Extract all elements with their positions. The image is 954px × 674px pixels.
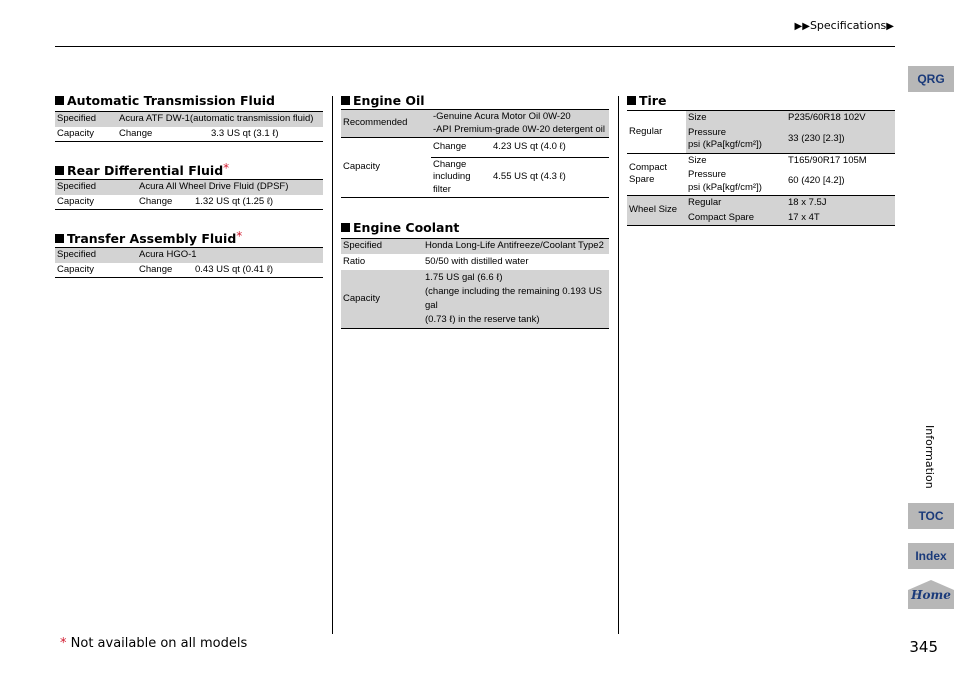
transfer-title xyxy=(55,229,242,246)
atf-title-text: Automatic Transmission Fluid xyxy=(67,93,275,108)
table-cell: 4.55 US qt (4.3 ℓ) xyxy=(491,157,609,198)
table-row xyxy=(627,111,895,126)
footnote-text: Not available on all models xyxy=(70,636,248,651)
table-cell xyxy=(431,110,609,138)
table-cell: Size xyxy=(686,111,786,126)
table-row xyxy=(55,195,323,210)
pressure-label-line: psi (kPa[kgf/cm²]) xyxy=(688,181,762,193)
table-cell: P235/60R18 102V xyxy=(786,111,895,126)
engine-oil-title-text: Engine Oil xyxy=(353,93,425,108)
table-cell: Capacity xyxy=(57,195,94,207)
coolant-title-text: Engine Coolant xyxy=(353,220,460,235)
tire-title-text: Tire xyxy=(639,93,667,108)
table-cell: T165/90R17 105M xyxy=(786,153,895,168)
table-cell: 60 (420 [4.2]) xyxy=(788,175,845,187)
toc-button[interactable] xyxy=(908,503,954,529)
square-bullet-icon xyxy=(55,166,64,175)
table-cell: Acura HGO-1 xyxy=(137,248,323,263)
table-row xyxy=(341,270,609,329)
compact-label-line: Spare xyxy=(629,174,655,186)
footnote-star: * xyxy=(236,229,243,243)
transfer-title-text: Transfer Assembly Fluid xyxy=(67,231,237,246)
breadcrumb[interactable] xyxy=(795,19,894,32)
table-cell: Capacity xyxy=(57,263,94,275)
table-row xyxy=(341,138,609,158)
pressure-label-line: Pressure xyxy=(688,126,727,138)
table-cell: 18 x 7.5J xyxy=(786,196,895,211)
table-cell xyxy=(686,126,786,154)
table-row xyxy=(341,254,609,271)
home-label: Home xyxy=(911,588,951,602)
square-bullet-icon xyxy=(627,96,636,105)
information-text: Information xyxy=(923,425,936,489)
information-tab-label xyxy=(922,425,936,495)
table-cell: 17 x 4T xyxy=(786,211,895,226)
square-bullet-icon xyxy=(55,234,64,243)
engine-oil-title xyxy=(341,93,425,108)
table-cell: Change xyxy=(139,263,173,275)
table-row xyxy=(55,248,323,263)
rear-diff-table xyxy=(55,179,323,210)
table-row xyxy=(55,112,323,127)
table-cell xyxy=(431,157,491,198)
pressure-label-line: Pressure xyxy=(688,169,727,180)
arrow-icon: ▶ xyxy=(886,21,894,32)
tire-table xyxy=(627,110,895,226)
square-bullet-icon xyxy=(341,96,350,105)
table-cell: Wheel Size xyxy=(627,196,686,226)
table-cell: Capacity xyxy=(57,127,94,139)
column-divider xyxy=(332,96,333,634)
qrg-button[interactable] xyxy=(908,66,954,92)
table-cell: Specified xyxy=(341,239,423,254)
filter-label-line: Change xyxy=(433,158,467,170)
atf-title xyxy=(55,93,275,108)
table-cell: 50/50 with distilled water xyxy=(425,255,529,267)
table-cell: Regular xyxy=(627,111,686,154)
recommended-line: -Genuine Acura Motor Oil 0W-20 xyxy=(433,111,571,122)
table-cell xyxy=(627,153,686,196)
table-cell xyxy=(686,168,786,196)
table-cell: Compact Spare xyxy=(686,211,786,226)
qrg-label: QRG xyxy=(917,72,945,86)
table-cell: Specified xyxy=(55,248,137,263)
table-cell: Specified xyxy=(55,112,117,127)
table-cell: 0.43 US qt (0.41 ℓ) xyxy=(195,263,274,275)
coolant-table xyxy=(341,238,609,329)
filter-label-line: including xyxy=(433,171,471,182)
table-row xyxy=(627,153,895,168)
footnote xyxy=(60,636,247,651)
table-row xyxy=(55,127,323,142)
footnote-star: * xyxy=(60,636,67,651)
rear-diff-title-text: Rear Differential Fluid xyxy=(67,163,224,178)
table-cell: 1.32 US qt (1.25 ℓ) xyxy=(195,195,274,207)
table-row xyxy=(341,110,609,138)
double-arrow-icon: ▶▶ xyxy=(794,21,810,32)
atf-table xyxy=(55,111,323,142)
table-cell: Honda Long-Life Antifreeze/Coolant Type2 xyxy=(423,239,609,254)
filter-label-line: filter xyxy=(433,183,451,195)
table-cell: 33 (230 [2.3]) xyxy=(786,126,895,154)
table-cell: Capacity xyxy=(341,138,431,198)
square-bullet-icon xyxy=(341,223,350,232)
table-cell: Change xyxy=(139,195,173,207)
table-cell: Acura ATF DW-1(automatic transmission fluid) xyxy=(117,112,323,127)
table-cell: Ratio xyxy=(343,255,366,267)
table-cell xyxy=(423,270,609,329)
table-cell: Size xyxy=(686,153,786,168)
footnote-star: * xyxy=(223,161,230,175)
table-cell: 4.23 US qt (4.0 ℓ) xyxy=(491,138,609,158)
tire-title xyxy=(627,93,666,108)
column-divider xyxy=(618,96,619,634)
table-row xyxy=(341,239,609,254)
table-cell: Regular xyxy=(686,196,786,211)
capacity-line: 1.75 US gal (6.6 ℓ) xyxy=(425,272,503,283)
capacity-line: (change including the remaining 0.193 US gal xyxy=(425,286,602,311)
rear-diff-title xyxy=(55,161,229,178)
home-button[interactable] xyxy=(908,580,954,609)
coolant-title xyxy=(341,220,459,235)
table-cell: Acura All Wheel Drive Fluid (DPSF) xyxy=(137,180,323,195)
transfer-table xyxy=(55,247,323,278)
toc-label: TOC xyxy=(918,509,944,523)
capacity-line: (0.73 ℓ) in the reserve tank) xyxy=(425,314,540,325)
index-button[interactable] xyxy=(908,543,954,569)
table-cell: Recommended xyxy=(341,110,431,138)
header-divider xyxy=(55,46,895,47)
table-row xyxy=(55,263,323,278)
engine-oil-table xyxy=(341,109,609,198)
table-cell: Capacity xyxy=(341,270,423,329)
index-label: Index xyxy=(915,549,947,563)
compact-label-line: Compact xyxy=(629,161,668,173)
breadcrumb-label: Specifications xyxy=(809,19,887,32)
recommended-line: -API Premium-grade 0W-20 detergent oil xyxy=(433,123,605,135)
table-cell: Change xyxy=(119,127,153,139)
table-cell: Specified xyxy=(55,180,137,195)
square-bullet-icon xyxy=(55,96,64,105)
pressure-label-line: psi (kPa[kgf/cm²]) xyxy=(688,139,762,150)
table-row xyxy=(627,196,895,211)
table-cell: 3.3 US qt (3.1 ℓ) xyxy=(211,127,279,139)
table-row xyxy=(55,180,323,195)
page-number: 345 xyxy=(909,638,938,656)
table-cell: Change xyxy=(431,138,491,158)
